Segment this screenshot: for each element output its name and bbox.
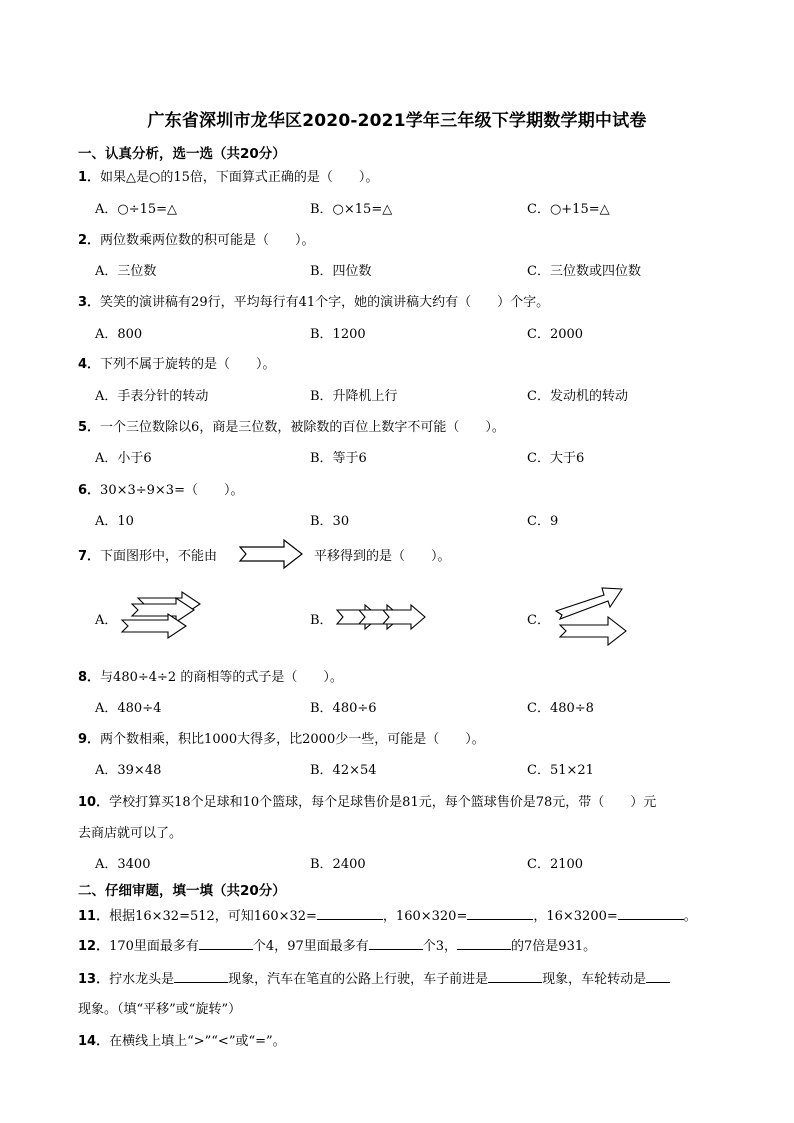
q7-option-b[interactable]: B．: [310, 613, 333, 628]
q12-blank-1[interactable]: [199, 937, 253, 950]
q4-option-c[interactable]: C．发动机的转动: [527, 389, 628, 404]
question-5: 5．一个三位数除以6，商是三位数，被除数的百位上数字不可能（ ）。: [78, 420, 505, 435]
q10-option-b[interactable]: B．2400: [310, 857, 366, 872]
question-6: 6．30×3÷9×3=（ ）。: [78, 483, 244, 498]
q9-option-b[interactable]: B．42×54: [310, 763, 377, 778]
q4-option-a[interactable]: A．手表分针的转动: [95, 389, 209, 404]
q2-option-c[interactable]: C．三位数或四位数: [527, 264, 641, 279]
q7-option-a-figure: [120, 592, 204, 640]
q3-option-c[interactable]: C．2000: [527, 327, 584, 342]
q1-option-b[interactable]: B．○×15=△: [310, 202, 393, 217]
question-12: 12．170里面最多有 个4，97里面最多有 个3， 的7倍是931。: [78, 939, 597, 954]
question-8: 8．与480÷4÷2 的商相等的式子是（ ）。: [78, 670, 343, 685]
q5-option-c[interactable]: C．大于6: [527, 451, 585, 466]
question-7: 7．下面图形中，不能由: [78, 549, 218, 564]
question-7-tail: 平移得到的是（ ）。: [314, 549, 451, 564]
question-10: 10．学校打算买18个足球和10个篮球，每个足球售价是81元，每个篮球售价是78元，带（ ）元: [78, 795, 657, 810]
q9-option-a[interactable]: A．39×48: [95, 763, 162, 778]
q7-option-c-figure: [552, 585, 632, 651]
q8-option-c[interactable]: C．480÷8: [527, 701, 594, 716]
question-10-line2: 去商店就可以了。: [78, 826, 183, 841]
q3-option-a[interactable]: A．800: [95, 327, 143, 342]
q13-blank-2[interactable]: [488, 970, 542, 983]
q13-blank-3[interactable]: [646, 970, 670, 983]
q5-option-b[interactable]: B．等于6: [310, 451, 367, 466]
q13-blank-1[interactable]: [174, 970, 228, 983]
page-title: 广东省深圳市龙华区2020-2021学年三年级下学期数学期中试卷: [147, 111, 647, 131]
q6-option-b[interactable]: B．30: [310, 514, 350, 529]
question-2: 2．两位数乘两位数的积可能是（ ）。: [78, 233, 315, 248]
reference-arrow-figure: [238, 538, 304, 570]
q2-option-b[interactable]: B．四位数: [310, 264, 372, 279]
question-13: 13．拧水龙头是 现象，汽车在笔直的公路上行驶，车子前进是 现象，车轮转动是: [78, 968, 670, 987]
q3-option-b[interactable]: B．1200: [310, 327, 366, 342]
q6-option-c[interactable]: C．9: [527, 514, 559, 529]
q12-blank-2[interactable]: [369, 937, 423, 950]
q11-blank-2[interactable]: [467, 907, 533, 920]
q5-option-a[interactable]: A．小于6: [95, 451, 152, 466]
q6-option-a[interactable]: A．10: [95, 514, 134, 529]
q12-blank-3[interactable]: [457, 937, 511, 950]
q11-blank-3[interactable]: [618, 907, 684, 920]
section-heading-1: 一、认真分析，选一选（共20分）: [78, 146, 286, 162]
q1-option-a[interactable]: A．○÷15=△: [95, 202, 178, 217]
q10-option-a[interactable]: A．3400: [95, 857, 151, 872]
question-11: 11．根据16×32=512，可知160×32= ，160×320= ，16×3200= 。: [78, 909, 697, 924]
section-heading-2: 二、仔细审题，填一填（共20分）: [78, 883, 286, 899]
q10-option-c[interactable]: C．2100: [527, 857, 584, 872]
q9-option-c[interactable]: C．51×21: [527, 763, 594, 778]
question-13-line2: 现象。（填“平移”或“旋转”）: [78, 1002, 242, 1017]
q2-option-a[interactable]: A．三位数: [95, 264, 157, 279]
question-9: 9．两个数相乘，积比1000大得多，比2000少一些，可能是（ ）。: [78, 732, 485, 747]
q7-option-c[interactable]: C．: [527, 613, 550, 628]
q1-option-c[interactable]: C．○+15=△: [527, 202, 610, 217]
q7-option-b-figure: [335, 604, 429, 632]
q11-blank-1[interactable]: [317, 907, 383, 920]
q7-option-a[interactable]: A．: [95, 613, 118, 628]
q4-option-b[interactable]: B．升降机上行: [310, 389, 398, 404]
q8-option-b[interactable]: B．480÷6: [310, 701, 377, 716]
question-1: 1．如果△是○的15倍，下面算式正确的是（ ）。: [78, 170, 379, 185]
question-3: 3．笑笑的演讲稿有29行，平均每行有41个字，她的演讲稿大约有（ ）个字。: [78, 295, 550, 310]
question-4: 4．下列不属于旋转的是（ ）。: [78, 357, 276, 372]
q8-option-a[interactable]: A．480÷4: [95, 701, 162, 716]
question-14: 14．在横线上填上“>”“<”或“=”。: [78, 1034, 286, 1049]
